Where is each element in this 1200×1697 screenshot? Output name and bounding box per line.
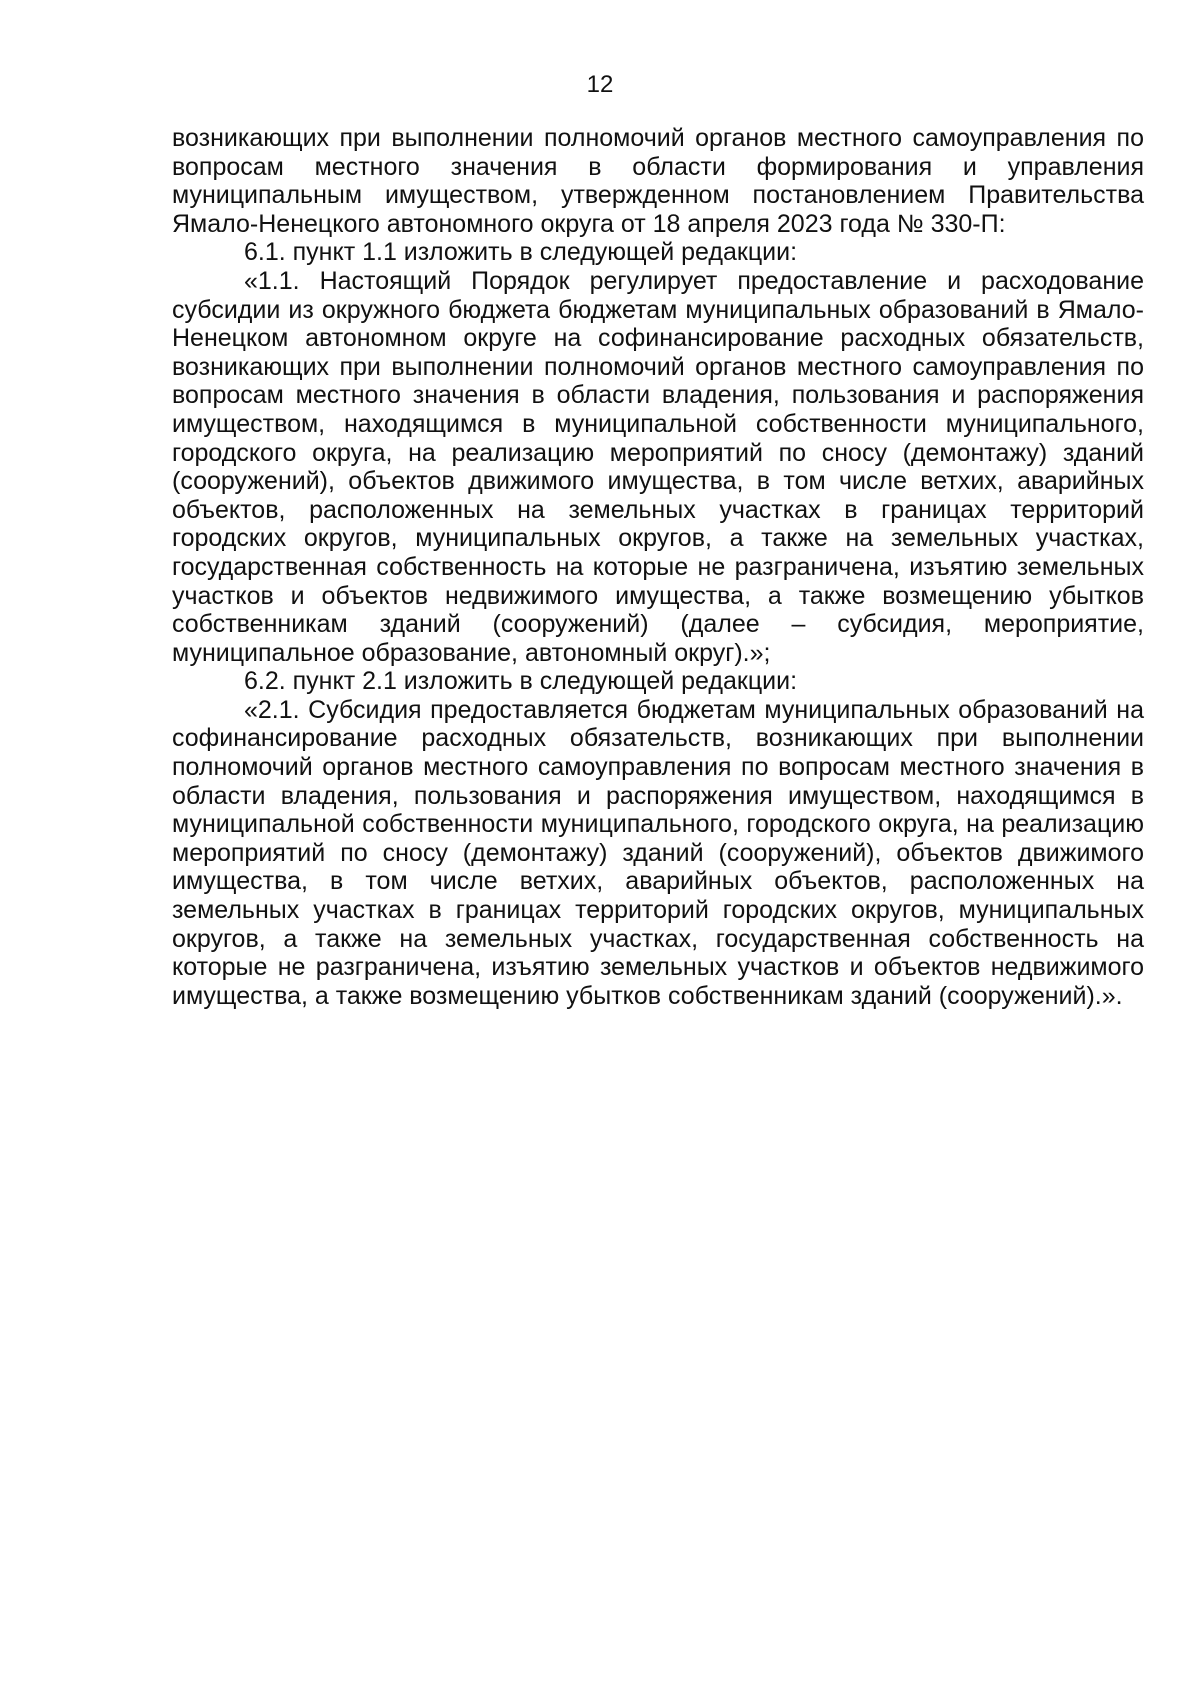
paragraph-item-6-2: 6.2. пункт 2.1 изложить в следующей редакции: — [244, 667, 798, 696]
paragraph-intro: возникающих при выполнении полномочий органов местного самоуправления по вопросам местного значения в области формирования и управления муниципальным имуществом, утвержденном постановлением Правительства Ямало-Ненецкого автономного округа от 18 апреля 2023 года № 330-П: — [172, 124, 1144, 238]
document-body — [172, 124, 1144, 1010]
page-number: 12 — [586, 71, 614, 98]
paragraph-item-6-1: 6.1. пункт 1.1 изложить в следующей редакции: — [244, 238, 798, 267]
paragraph-quote-2-1: «2.1. Субсидия предоставляется бюджетам муниципальных образований на софинансирование расходных обязательств, возникающих при выполнении полномочий органов местного самоуправления по вопросам местного значения в области владения, пользования и распоряжения имуществом, находящимся в муниципальной собственности муниципального, городского округа, на реализацию мероприятий по сносу (демонтажу) зданий (сооружений), объектов движимого имущества, в том числе ветхих, аварийных объектов, расположенных на земельных участках в границах территорий городских округов, муниципальных округов, а также на земельных участках, государственная собственность на которые не разграничена, изъятию земельных участков и объектов недвижимого имущества, а также возмещению убытков собственникам зданий (сооружений).». — [172, 695, 1144, 1010]
paragraph-quote-1-1: «1.1. Настоящий Порядок регулирует предоставление и расходование субсидии из окружного бюджета бюджетам муниципальных образований в Ямало-Ненецком автономном округе на софинансирование расходных обязательств, возникающих при выполнении полномочий органов местного самоуправления по вопросам местного значения в области владения, пользования и распоряжения имуществом, находящимся в муниципальной собственности муниципального, городского округа, на реализацию мероприятий по сносу (демонтажу) зданий (сооружений), объектов движимого имущества, в том числе ветхих, аварийных объектов, расположенных на земельных участках в границах территорий городских округов, муниципальных округов, а также на земельных участках, государственная собственность на которые не разграничена, изъятию земельных участков и объектов недвижимого имущества, а также возмещению убытков собственникам зданий (сооружений) (далее – субсидия, мероприятие, муниципальное образование, автономный округ).»; — [172, 266, 1144, 667]
